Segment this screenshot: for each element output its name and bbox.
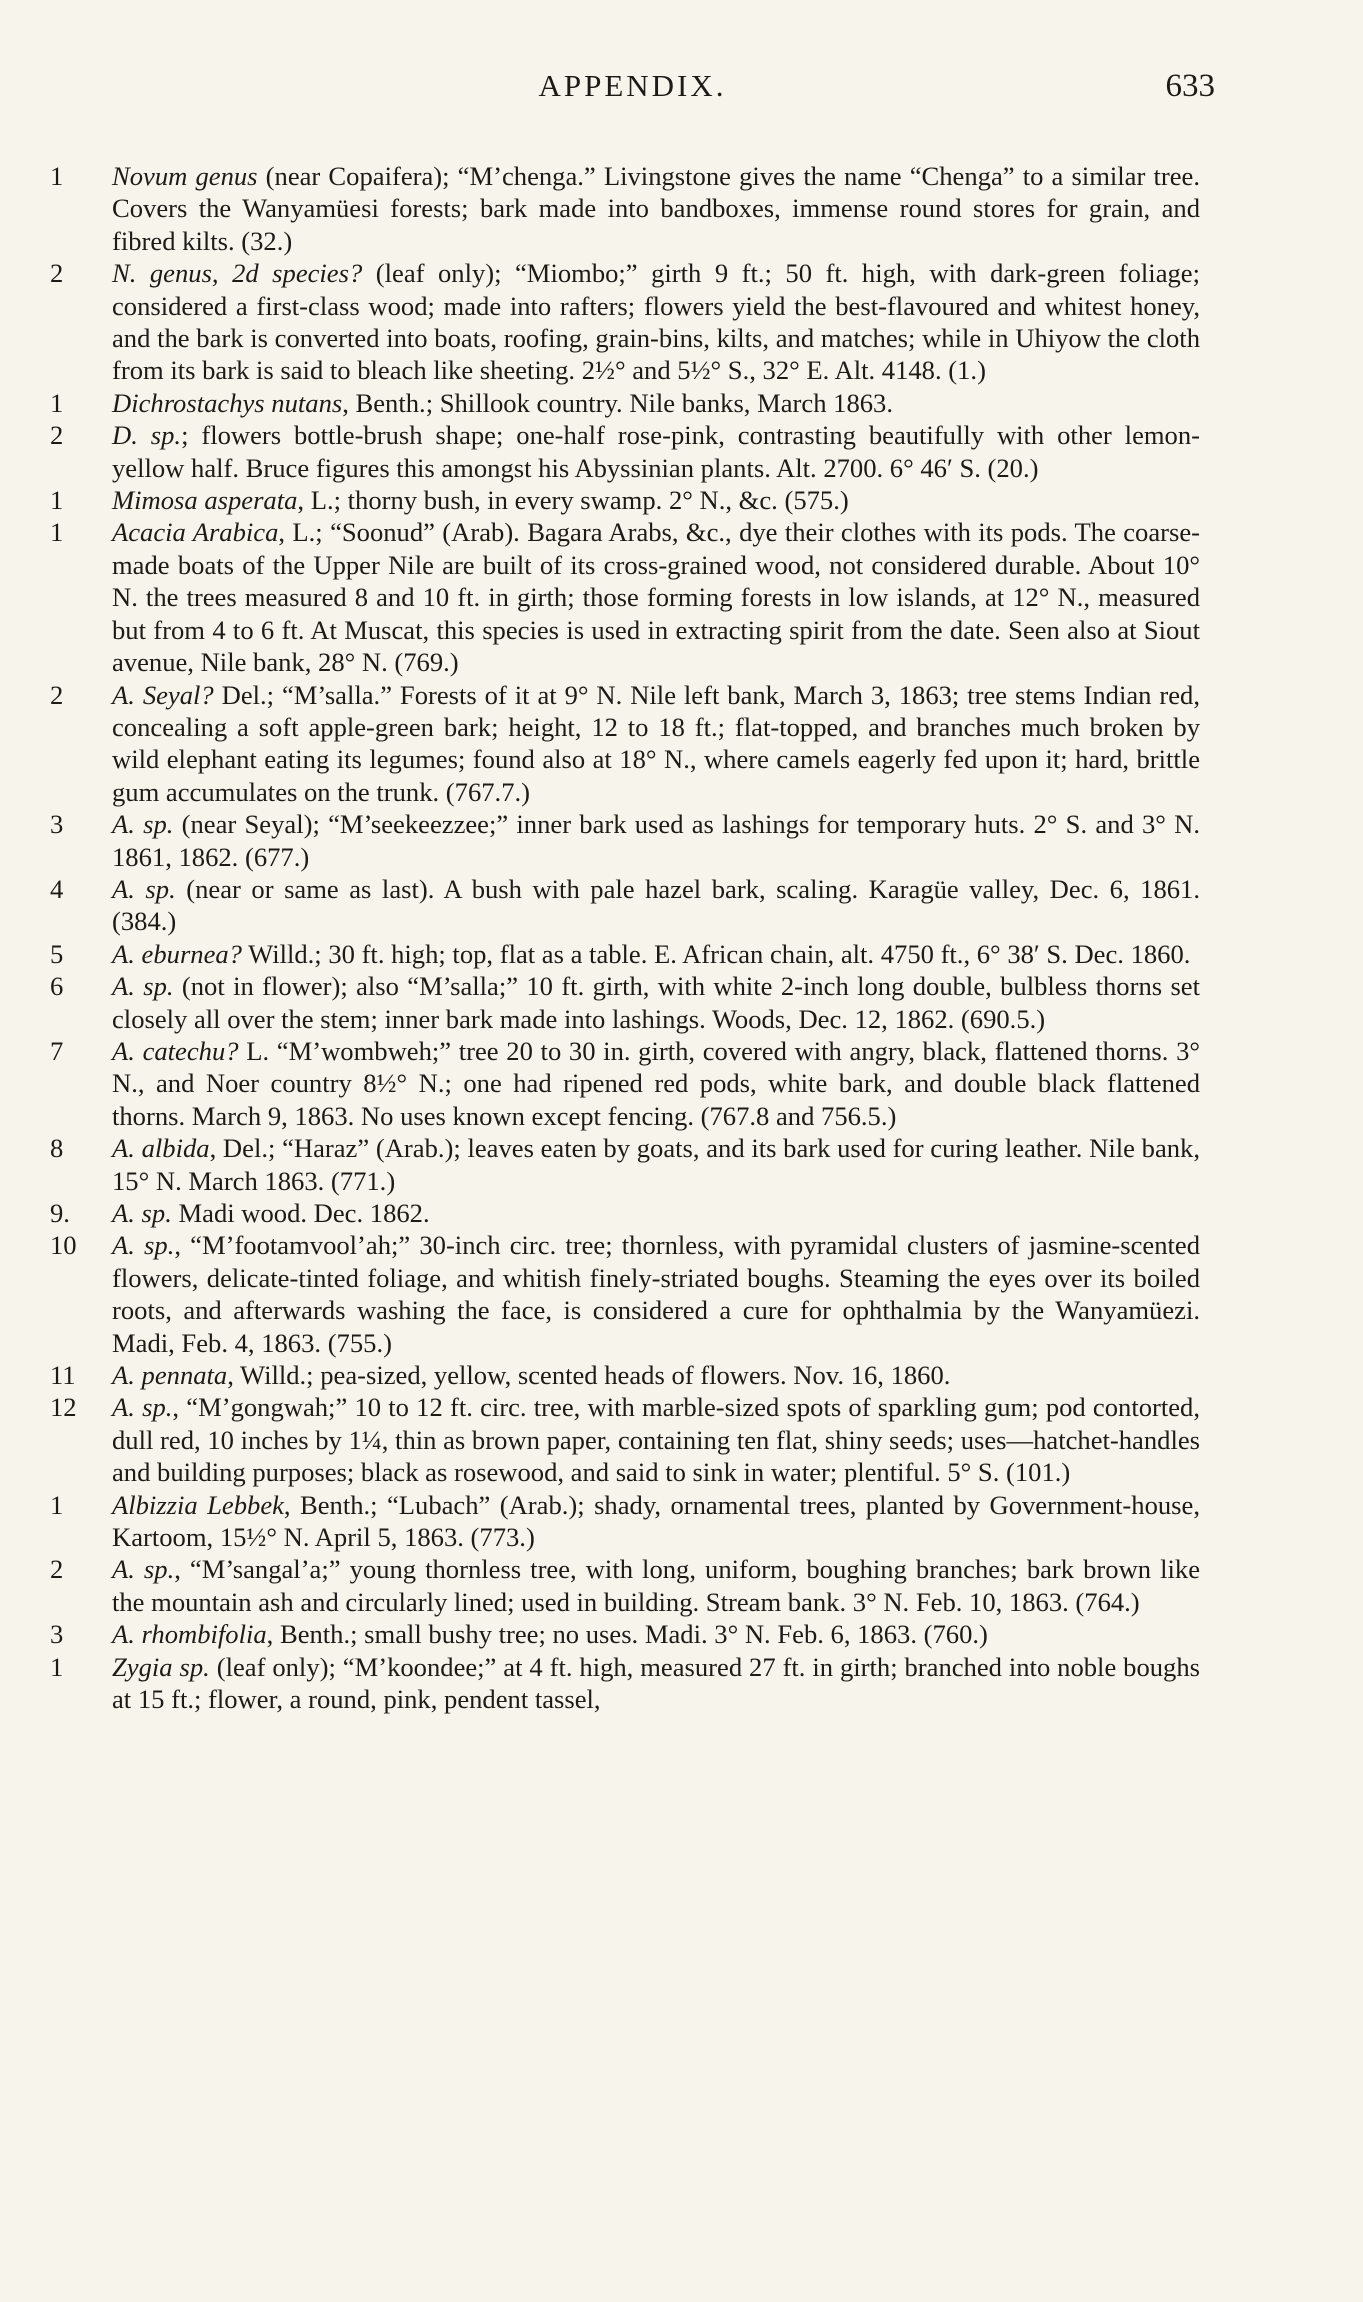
entry-number: 1 [50,161,64,191]
entry-description: Madi wood. Dec. 1862. [171,1198,430,1228]
entry-description: , Del.; “Haraz” (Arab.); leaves eaten by goats, and its bark used for curing leather. Nile bank, 15° N. March 1863. (771.) [112,1133,1200,1196]
species-name: A. sp. [112,1554,175,1585]
entry-number: 1 [50,1651,64,1682]
entry-number: 2 [50,1554,64,1585]
entry-description: , “M’gongwah;” 10 to 12 ft. circ. tree, with marble-sized spots of sparkling gum; pod contorted, dull red, 10 inches by 1¼, thin as brown paper, containing ten flat, shiny seeds; uses—hatchet-handles and building purposes; black as rosewood, and said to sink in water; plentiful. 5° S. (101.) [112,1392,1200,1488]
entry-number: 3 [50,809,64,840]
entry-number: 1 [50,1489,64,1520]
entry-number: 8 [50,1133,64,1164]
species-name: A. sp. [112,1230,175,1261]
species-entry [50,1197,1200,1229]
species-name: Mimosa asperata [112,485,298,516]
species-name: Albizzia Lebbek [112,1489,284,1520]
species-entry [50,938,1200,970]
species-entry [50,1651,1200,1716]
species-name: A. catechu? [112,1035,239,1066]
entry-number: 6 [50,971,64,1002]
species-entry [50,873,1200,938]
species-entry [50,970,1200,1035]
entry-number: 1 [50,387,64,418]
entry-description: (near Copaifera); “M’chenga.” Livingstone gives the name “Chenga” to a similar tree. Covers the Wanyamüesi forests; bark made into bandboxes, immense round stores for grain, and fibred kilts. (32.) [112,161,1200,256]
entry-description: (leaf only); “M’koondee;” at 4 ft. high, measured 27 ft. in girth; branched into noble boughs at 15 ft.; flower, a round, pink, pendent tassel, [112,1651,1200,1715]
species-entry [50,1035,1200,1132]
species-name: D. sp. [112,420,182,451]
page-header [50,68,1215,118]
entry-number: 3 [50,1619,64,1650]
entry-description: Del.; “M’salla.” Forests of it at 9° N. Nile left bank, March 3, 1863; tree stems Indian red, concealing a soft apple-green bark; height, 12 to 18 ft.; flat-topped, and branches much broken by wild elephant eating its legumes; found also at 18° N., where camels eagerly fed upon it; hard, brittle gum accumulates on the trunk. (767.7.) [112,679,1200,807]
species-name: Dichrostachys nutans [112,387,343,418]
species-entry [50,419,1200,484]
entry-number: 9. [50,1198,70,1228]
species-name: A. sp. [112,971,174,1002]
entry-description: L. “M’wombweh;” tree 20 to 30 in. girth, covered with angry, black, flattened thorns. 3° N., and Noer country 8½° N.; one had ripened red pods, white bark, and double black flattened thorns. March 9, 1863. No uses known except fencing. (767.8 and 756.5.) [112,1035,1201,1131]
species-name: Zygia sp. [112,1651,210,1682]
entry-number: 1 [50,517,64,548]
entry-description: , Benth.; “Lubach” (Arab.); shady, ornamental trees, planted by Government-house, Kartoom, 15½° N. April 5, 1863. (773.) [112,1489,1200,1553]
entry-number: 12 [50,1392,77,1423]
entry-description: (leaf only); “Miombo;” girth 9 ft.; 50 ft. high, with dark-green foliage; considered a first-class wood; made into rafters; flowers yield the best-flavoured and whitest honey, and the bark is converted into boats, roofing, grain-bins, kilts, and matches; while in Uhiyow the cloth from its bark is said to bleach like sheeting. 2½° and 5½° S., 32° E. Alt. 4148. (1.) [112,258,1200,386]
species-entry [50,1618,1200,1650]
species-list [50,160,1200,1716]
species-name: A. sp. [112,1198,172,1228]
species-entry [50,257,1200,387]
species-entry [50,1132,1200,1197]
page-number: 633 [1165,68,1215,104]
species-entry [50,484,1200,516]
entry-number: 2 [50,420,64,451]
entry-description: (near or same as last). A bush with pale hazel bark, scaling. Karagüe valley, Dec. 6, 1861. (384.) [112,873,1200,937]
entry-description: , L.; “Soonud” (Arab). Bagara Arabs, &c., dye their clothes with its pods. The coarse-made boats of the Upper Nile are built of its cross-grained wood, not considered durable. About 10° N. the trees measured 8 and 10 ft. in girth; those forming forests in low islands, at 12° N., measured but from 4 to 6 ft. At Muscat, this species is used in extracting spirit from the date. Seen also at Siout avenue, Nile bank, 28° N. (769.) [112,517,1201,678]
running-head: APPENDIX. [538,68,727,103]
species-name: A. eburnea? [112,938,242,969]
entry-description: (not in flower); also “M’salla;” 10 ft. girth, with white 2-inch long double, bulbless thorns set closely all over the stem; inner bark made into lashings. Woods, Dec. 12, 1862. (690.5.) [112,971,1200,1034]
species-name: Acacia Arabica [112,517,279,548]
entry-description: , L.; thorny bush, in every swamp. 2° N., &c. (575.) [297,485,849,516]
entry-number: 2 [50,258,64,289]
entry-description: Willd.; 30 ft. high; top, flat as a table. E. African chain, alt. 4750 ft., 6° 38′ S. Dec. 1860. [241,938,1191,969]
species-name: A. sp. [112,1392,173,1423]
species-name: N. genus, 2d species? [112,258,363,289]
species-name: A. Seyal? [112,679,214,710]
entry-description: , “M’footamvool’ah;” 30-inch circ. tree; thornless, with pyramidal clusters of jasmine-scented flowers, delicate-tinted foliage, and whitish finely-striated boughs. Steaming the eyes over its boiled roots, and afterwards washing the face, is considered a cure for ophthalmia by the Wanyamüezi. Madi, Feb. 4, 1863. (755.) [112,1230,1200,1358]
species-entry [50,1391,1200,1488]
entry-description: ; flowers bottle-brush shape; one-half rose-pink, contrasting beautifully with other lemon-yellow half. Bruce figures this amongst his Abyssinian plants. Alt. 2700. 6° 46′ S. (20.) [112,420,1201,483]
species-name: A. rhombifolia [112,1619,267,1650]
entry-number: 7 [50,1035,64,1066]
entry-description: , Willd.; pea-sized, yellow, scented heads of flowers. Nov. 16, 1860. [227,1360,951,1391]
entry-description: , Benth.; small bushy tree; no uses. Madi. 3° N. Feb. 6, 1863. (760.) [266,1619,988,1650]
entry-number: 11 [50,1360,76,1391]
entry-number: 1 [50,485,64,516]
entry-number: 10 [50,1230,77,1261]
species-entry [50,1229,1200,1359]
entry-number: 4 [50,873,64,904]
species-name: A. sp. [112,873,176,904]
entry-description: (near Seyal); “M’seekeezzee;” inner bark used as lashings for temporary huts. 2° S. and 3° N. 1861, 1862. (677.) [112,809,1200,872]
species-entry [50,1553,1200,1618]
entry-description: , Benth.; Shillook country. Nile banks, March 1863. [342,387,893,418]
species-entry [50,516,1200,678]
entry-description: , “M’sangal’a;” young thornless tree, with long, uniform, boughing branches; bark brown like the mountain ash and circularly lined; used in building. Stream bank. 3° N. Feb. 10, 1863. (764.) [112,1554,1200,1617]
species-entry [50,1489,1200,1554]
species-entry [50,808,1200,873]
species-entry [50,1359,1200,1391]
species-entry [50,160,1200,257]
species-name: A. albida [112,1133,210,1164]
entry-number: 2 [50,679,64,710]
species-name: A. pennata [112,1360,228,1391]
species-entry [50,387,1200,419]
species-name: A. sp. [112,809,174,840]
entry-number: 5 [50,938,64,969]
species-name: Novum genus [112,161,258,191]
species-entry [50,679,1200,809]
